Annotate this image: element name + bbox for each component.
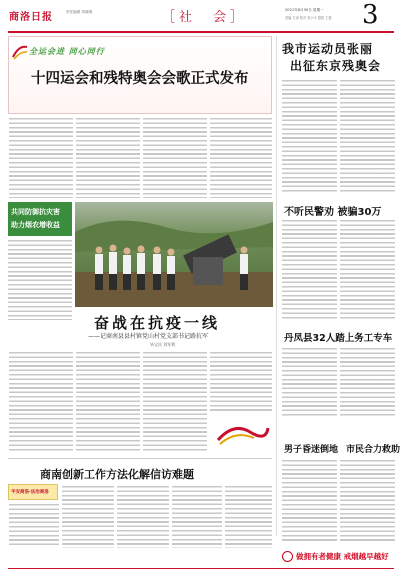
right-bottom-text-1 (282, 460, 337, 542)
right-bottom-text-2 (340, 460, 395, 542)
feature-text-1 (9, 352, 73, 452)
date-line: 2021年8月30日 星期一 (285, 8, 324, 12)
side-label-box (8, 484, 58, 500)
column-divider (276, 36, 277, 536)
bottom-text-2 (62, 486, 114, 548)
staff-line: 美编 左涛 校对 刘小平 照排 王磊 (285, 16, 332, 20)
masthead-rule (8, 31, 394, 33)
right-top-article (280, 36, 396, 196)
editor-line: 责任编辑 刘晓明 (66, 10, 93, 14)
right-middle-headline: 不听民警劝 被骗30万 (284, 207, 382, 218)
feature-headline: 奋战在抗疫一线 (94, 314, 221, 332)
footer-slogan: 做拥有者健康 戒烟越早越好 (296, 552, 389, 561)
right-middle-text-1 (282, 220, 337, 320)
feature-text-2 (76, 352, 140, 452)
right-top-text-2 (340, 80, 395, 192)
bottom-text-1 (9, 504, 59, 548)
footer-bar (280, 548, 396, 566)
right-top-text-1 (282, 80, 337, 192)
banner-box (8, 36, 272, 114)
footer-rule (8, 568, 394, 569)
right-top-headline-1: 我市运动员张丽 (282, 42, 374, 56)
side-label-text: 平安商洛·法治商洛 (11, 490, 49, 495)
middle-left-box (8, 202, 72, 322)
field-photo-image (75, 202, 273, 307)
right-top-headline-2: 出征东京残奥会 (290, 59, 382, 73)
page-number: 3 (362, 0, 379, 30)
newspaper-logo: 商洛日报 (9, 12, 53, 23)
bottom-headline: 商南创新工作方法化解信访难题 (40, 468, 194, 481)
no-smoking-icon (282, 551, 293, 562)
bottom-section-rule (8, 458, 272, 459)
slogan-text: 全运会进 同心同行 (29, 47, 105, 56)
bottom-text-3 (117, 486, 169, 548)
top-article-text-1 (9, 118, 73, 198)
bottom-text-5 (225, 486, 272, 548)
middle-left-text (8, 240, 72, 320)
right-middle-text-2 (340, 220, 395, 320)
bottom-text-4 (172, 486, 222, 548)
right-lower-text-2 (340, 348, 395, 418)
section-label: ［社 会］ (162, 10, 248, 25)
right-bottom-headline-left: 男子昏迷倒地 (284, 445, 339, 455)
feature-byline: 毕宝民 刘军利 (150, 342, 176, 347)
top-article-text-4 (210, 118, 272, 198)
field-photo (75, 202, 273, 307)
decor-swirl-icon (214, 420, 270, 446)
banner-headline: 十四运会和残特奥会会歌正式发布 (31, 71, 249, 87)
right-bottom-headline-right: 市民合力救助 (346, 445, 401, 455)
feature-text-3 (143, 352, 207, 452)
feature-text-4 (210, 352, 272, 412)
feature-decor-logo (214, 420, 270, 446)
slogan-swoosh-icon (11, 43, 29, 61)
right-lower-text-1 (282, 348, 337, 418)
top-article-text-2 (76, 118, 140, 198)
top-article-text-3 (143, 118, 207, 198)
feature-subhead: ——记商南县县村镇党山村党支部书记路抗军 (88, 333, 209, 340)
middle-left-headline-2: 助力烟农增收益 (11, 221, 60, 229)
masthead (0, 0, 402, 34)
right-lower-headline: 丹凤县32人踏上务工专车 (284, 333, 393, 344)
middle-left-headline-1: 共同防御抗灾害 (11, 208, 60, 216)
